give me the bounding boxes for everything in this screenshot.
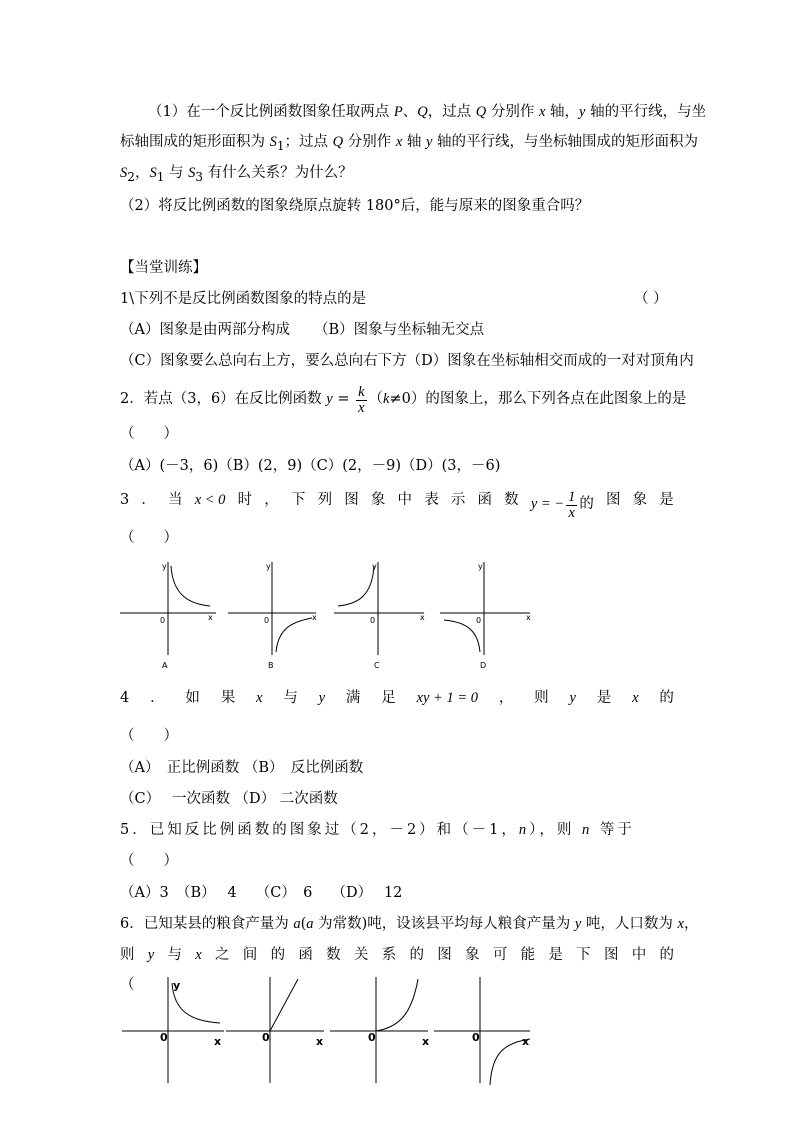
y-axis-label: y	[173, 979, 181, 992]
intro-text: 轴的平行线，与坐	[585, 104, 707, 120]
intro-line-3	[120, 163, 353, 187]
intro-text: ；过点	[284, 134, 333, 150]
q3-word: 图	[344, 492, 359, 508]
graph-label-a: A	[162, 661, 168, 670]
q3-word: 图	[605, 492, 621, 508]
y-axis-label: y	[372, 562, 377, 571]
intro-text: 有什么关系？为什么？	[203, 165, 353, 181]
point-q: Q	[417, 104, 428, 120]
var-y: y	[579, 104, 586, 120]
var-k: k	[383, 391, 390, 407]
q6-word: 数	[326, 947, 341, 963]
q6-word: 关	[353, 947, 369, 963]
var-s: S	[120, 165, 128, 181]
q4-stem	[120, 688, 674, 708]
q3-word: 表	[424, 492, 439, 508]
q4-word: 与	[283, 690, 298, 706]
q6-text: 6．已知某县的粮食产量为	[120, 916, 294, 932]
intro-text: 分别作	[343, 134, 396, 150]
origin-label: 0	[160, 1031, 168, 1044]
q6-word: 与	[167, 947, 182, 963]
hyperbola-branch	[444, 620, 480, 652]
q5-options: （A）3 （B） 4 （C） 6 （D） 12	[120, 885, 403, 901]
q4-word: 足	[381, 690, 396, 706]
q6-word: 中	[631, 947, 647, 963]
y-axis-label: y	[266, 562, 271, 571]
q6-word: 函	[298, 947, 313, 963]
q6-word: 则	[120, 947, 135, 963]
q2-options: （A）(－3，6)（B）(2，9)（C）(2，－9)（D）(3，－6)	[120, 458, 501, 474]
var-y: y	[326, 391, 333, 407]
q5-bracket: （ ）	[120, 853, 178, 869]
q4-bracket: （ ）	[120, 728, 178, 744]
intro-text: 与	[164, 165, 189, 181]
x-axis-label: x	[526, 613, 531, 622]
origin-label: 0	[264, 616, 270, 625]
q6-graphs	[120, 975, 545, 1087]
q6-word: 的	[659, 947, 674, 963]
q1-option-a: （A）图象是由两部分构成	[120, 322, 290, 338]
intro-text: 标轴围成的矩形面积为	[120, 134, 270, 150]
q6-word: 可	[492, 947, 508, 963]
q6-stem-line1	[120, 914, 698, 934]
x-axis-label: x	[316, 1035, 324, 1048]
origin-label: 0	[370, 616, 376, 625]
point-q: Q	[475, 104, 487, 120]
q4-options-cd: （C） 一次函数 （D） 二次函数	[120, 791, 338, 807]
q2-text: ≠0）的图象上，那么下列各点在此图象上的是	[389, 391, 687, 407]
x-axis-label: x	[312, 613, 317, 622]
q4-options-ab: （A） 正比例函数 （B） 反比例函数	[120, 760, 364, 776]
intro-text: 、	[402, 104, 418, 120]
subscript: 2	[127, 169, 135, 184]
q4-word: 4	[120, 690, 130, 706]
hyperbola-branch	[338, 566, 374, 606]
q4-word: 满	[345, 690, 361, 706]
intro-text: ，过点	[427, 104, 476, 120]
q6-word: 系	[381, 947, 397, 963]
q3-word: 数	[504, 492, 519, 508]
q2-text: 2．若点（3，6）在反比例函数	[120, 391, 327, 407]
origin-label: 0	[476, 616, 482, 625]
q6-word: 图	[437, 947, 452, 963]
intro-text: 轴	[402, 134, 427, 150]
q2-text: （	[368, 391, 384, 407]
q6-word: 图	[603, 947, 619, 963]
x-axis-label: x	[422, 1035, 430, 1048]
graph-label-d: D	[480, 661, 487, 670]
numerator: k	[358, 384, 365, 400]
intro-line-4: （2）将反比例函数的图象绕原点旋转 180°后，能与原来的图象重合吗？	[120, 198, 590, 214]
var-s: S	[188, 165, 196, 181]
x-axis-label: x	[420, 613, 425, 622]
q5-text: 等于	[592, 822, 635, 838]
var-s: S	[269, 134, 277, 150]
q3-bracket: （ ）	[120, 530, 178, 546]
q3-word: 示	[450, 492, 466, 508]
q4-word: 果	[220, 690, 236, 706]
subscript: 1	[276, 138, 285, 153]
denominator: x	[568, 505, 575, 521]
var-x: x	[539, 104, 546, 120]
q6-graph-2	[226, 977, 324, 1083]
q6-word: 间	[242, 947, 258, 963]
q1-option-b: （B）图象与坐标轴无交点	[313, 322, 485, 338]
var-y: y	[147, 947, 155, 963]
subscript: 3	[195, 169, 204, 184]
q6-text: 吨，人口数为	[581, 916, 678, 932]
q4-word: 的	[659, 690, 674, 706]
intro-text: 分别作	[486, 104, 539, 120]
hyperbola-branch	[276, 618, 312, 652]
q5-text: ），则	[529, 822, 583, 838]
q2-bracket: （ ）	[120, 426, 178, 442]
straight-line	[270, 979, 298, 1031]
q6-word: 之	[215, 947, 230, 963]
var-s: S	[149, 165, 157, 181]
q4-word: ，	[498, 690, 514, 706]
y-axis-label: y	[162, 562, 167, 571]
q6-word: 的	[270, 947, 286, 963]
q1-bracket: （ ）	[634, 291, 668, 307]
section-title: 【当堂训练】	[120, 260, 207, 276]
intro-line-2	[120, 132, 698, 156]
q3-word: 象	[370, 492, 386, 508]
origin-label: 0	[160, 616, 166, 625]
origin-label: 0	[472, 1031, 480, 1044]
var-x: x	[256, 690, 263, 706]
intro-text: 轴的平行线，与坐标轴围成的矩形面积为	[432, 134, 699, 150]
graph-label-b: B	[268, 661, 274, 670]
q6-word: 象	[465, 947, 480, 963]
x-axis-label: x	[522, 1035, 530, 1048]
var-y: y	[426, 134, 433, 150]
q3-stem	[120, 490, 674, 521]
q5-stem	[120, 820, 635, 840]
fraction-1-over-x	[566, 490, 577, 521]
q3-word: ，	[264, 492, 279, 508]
q4-word: ．	[150, 690, 165, 706]
var-y: y	[574, 916, 582, 932]
denominator: x	[358, 400, 365, 416]
var-x: x	[195, 947, 202, 963]
q4-word: 如	[185, 690, 200, 706]
q6-word: 下	[576, 947, 591, 963]
q3-word: 的	[579, 496, 594, 512]
var-y: y	[318, 690, 326, 706]
q2-stem	[120, 385, 686, 416]
equals: =	[332, 391, 355, 407]
intro-text: （1）在一个反比例函数图象任取两点	[148, 104, 394, 120]
q3-word: 3	[120, 492, 130, 508]
var-n: n	[518, 822, 530, 838]
x-axis-label: x	[208, 613, 213, 622]
hyperbola-branch	[171, 566, 210, 606]
q3-graph-d	[440, 562, 531, 670]
q6-graph-1	[122, 977, 224, 1083]
q4-equation: xy + 1 = 0	[416, 690, 479, 706]
q3-equation	[531, 490, 594, 521]
q1-options-cd: （C）图象要么总向右上方，要么总向右下方（D）图象在坐标轴相交而成的一对对顶角内	[120, 353, 694, 369]
var-a: a	[293, 916, 301, 932]
q3-word: 象	[632, 492, 648, 508]
q6-graph-3	[330, 977, 429, 1083]
q6-word: 能	[520, 947, 536, 963]
q6-bracket: （	[120, 977, 135, 993]
intro-text: ，	[134, 165, 150, 181]
q3-word: ．	[141, 492, 156, 508]
q6-text: (	[300, 916, 307, 932]
q1-options-ab	[120, 320, 484, 340]
subscript: 1	[156, 169, 165, 184]
q3-word: 函	[477, 492, 492, 508]
q5-text: 5．已知反比例函数的图象过（2，－2）和（－1，	[120, 822, 519, 838]
q6-word: 的	[409, 947, 424, 963]
x-axis-label: x	[214, 1035, 222, 1048]
var-x: x	[632, 690, 639, 706]
origin-label: 0	[262, 1031, 270, 1044]
q3-word: 下	[290, 492, 306, 508]
origin-label: 0	[368, 1031, 376, 1044]
q3-graphs	[120, 560, 540, 672]
q3-word: 是	[659, 492, 674, 508]
var-a: a	[306, 916, 314, 932]
q1-stem: 1\下列不是反比例函数图象的特点的是	[120, 291, 367, 307]
q6-text: ，	[683, 916, 699, 932]
q3-graph-a	[120, 562, 216, 670]
curve-branch	[376, 979, 418, 1031]
var-x: x	[395, 134, 403, 150]
q3-condition: x < 0	[194, 492, 226, 508]
q6-graph-4	[434, 977, 530, 1085]
numerator: 1	[568, 489, 576, 505]
q3-graph-b	[228, 562, 317, 670]
q6-stem-line2	[120, 945, 674, 965]
y-axis-label: y	[478, 562, 483, 571]
q4-word: 则	[534, 690, 549, 706]
q3-word: 时	[237, 492, 253, 508]
point-p: P	[393, 104, 403, 120]
fraction-k-over-x	[356, 385, 366, 416]
point-q: Q	[332, 134, 344, 150]
intro-line-1	[148, 102, 706, 122]
q6-text: 为常数)吨，设该县平均每人粮食产量为	[313, 916, 575, 932]
q3-word: 当	[168, 492, 183, 508]
equation-lhs: y = −	[530, 496, 565, 512]
q4-word: 是	[596, 690, 612, 706]
var-x: x	[677, 916, 684, 932]
var-n: n	[582, 822, 593, 838]
intro-text: 轴，	[545, 104, 580, 120]
q3-word: 列	[317, 492, 333, 508]
q3-graph-c	[334, 562, 425, 670]
graph-label-c: C	[374, 661, 380, 670]
q3-word: 中	[397, 492, 413, 508]
q6-word: 是	[548, 947, 563, 963]
var-y: y	[569, 690, 576, 706]
